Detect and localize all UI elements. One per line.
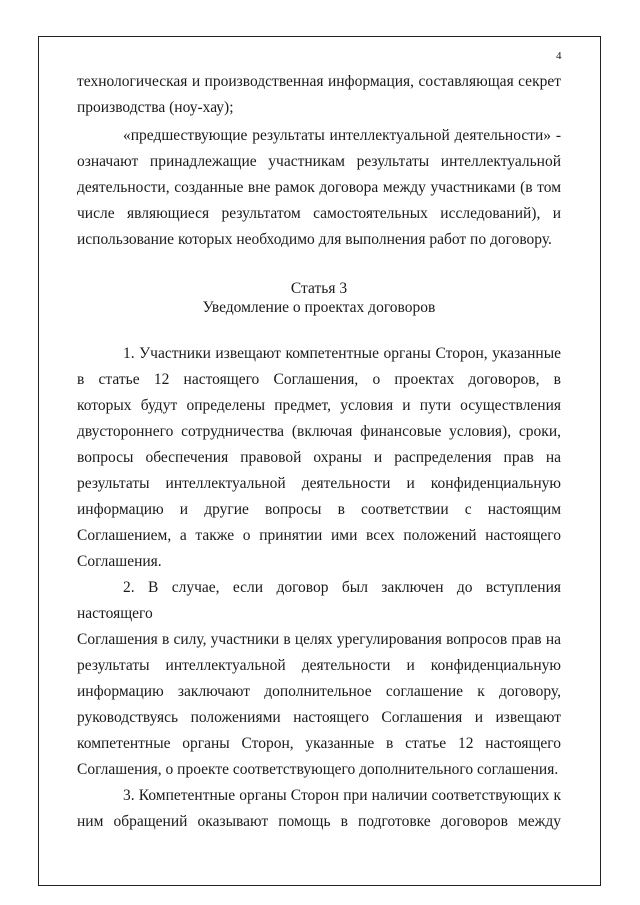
text-line: числе являющиеся результатом самостоятельных исследований), и [77,205,561,222]
text-line: которых будут определены предмет, условия и пути осуществления [77,397,561,414]
text-line: руководствуясь положениями настоящего Соглашения и извещают [77,709,561,726]
article-title: Уведомление о проектах договоров [202,299,436,316]
text-line: в статье 12 настоящего Соглашения, о проектах договоров, в [77,371,561,388]
text-line: технологическая и производственная информация, составляющая секрет [77,73,561,90]
page-number: 4 [556,50,562,62]
text-line: 1. Участники извещают компетентные органы Сторон, указанные [123,345,561,362]
clause-3 [77,783,561,835]
clause-2 [77,575,561,783]
text-line: Соглашения, о проекте соответствующего дополнительного соглашения. [77,761,559,778]
text-line: Соглашения. [77,553,162,570]
text-line: «предшествующие результаты интеллектуальной деятельности» - [123,127,561,144]
text-line: информацию и другие вопросы в соответствии с настоящим [77,501,561,518]
text-line: 2. В случае, если договор был заключен до вступления настоящего [77,579,561,622]
document-body [77,69,561,835]
text-line: информацию заключают дополнительное соглашение к договору, [77,683,561,700]
intro-paragraph-2 [77,123,561,253]
text-line: Соглашения в силу, участники в целях урегулирования вопросов прав на [77,631,561,648]
text-line: использование которых необходимо для выполнения работ по договору. [77,231,552,248]
text-line: компетентные органы Сторон, указанные в статье 12 настоящего [77,735,561,752]
article-heading [77,279,561,317]
text-line: означают принадлежащие участникам результаты интеллектуальной [77,153,561,170]
text-line: производства (ноу-хау); [77,99,234,116]
text-line: двустороннего сотрудничества (включая финансовые условия), сроки, [77,423,561,440]
spacer [77,317,561,341]
text-line: деятельности, созданные вне рамок договора между участниками (в том [77,179,561,196]
text-line: 3. Компетентные органы Сторон при наличии соответствующих к [123,787,561,804]
text-line: Соглашением, а также о принятии ими всех положений настоящего [77,527,561,544]
text-line: результаты интеллектуальной деятельности и конфиденциальную [77,657,561,674]
clause-1 [77,341,561,575]
article-number: Статья 3 [290,280,348,297]
intro-paragraph-1 [77,69,561,121]
text-line: результаты интеллектуальной деятельности и конфиденциальную [77,475,561,492]
text-line: ним обращений оказывают помощь в подготовке договоров между [77,813,561,830]
text-line: вопросы обеспечения правовой охраны и распределения прав на [77,449,561,466]
